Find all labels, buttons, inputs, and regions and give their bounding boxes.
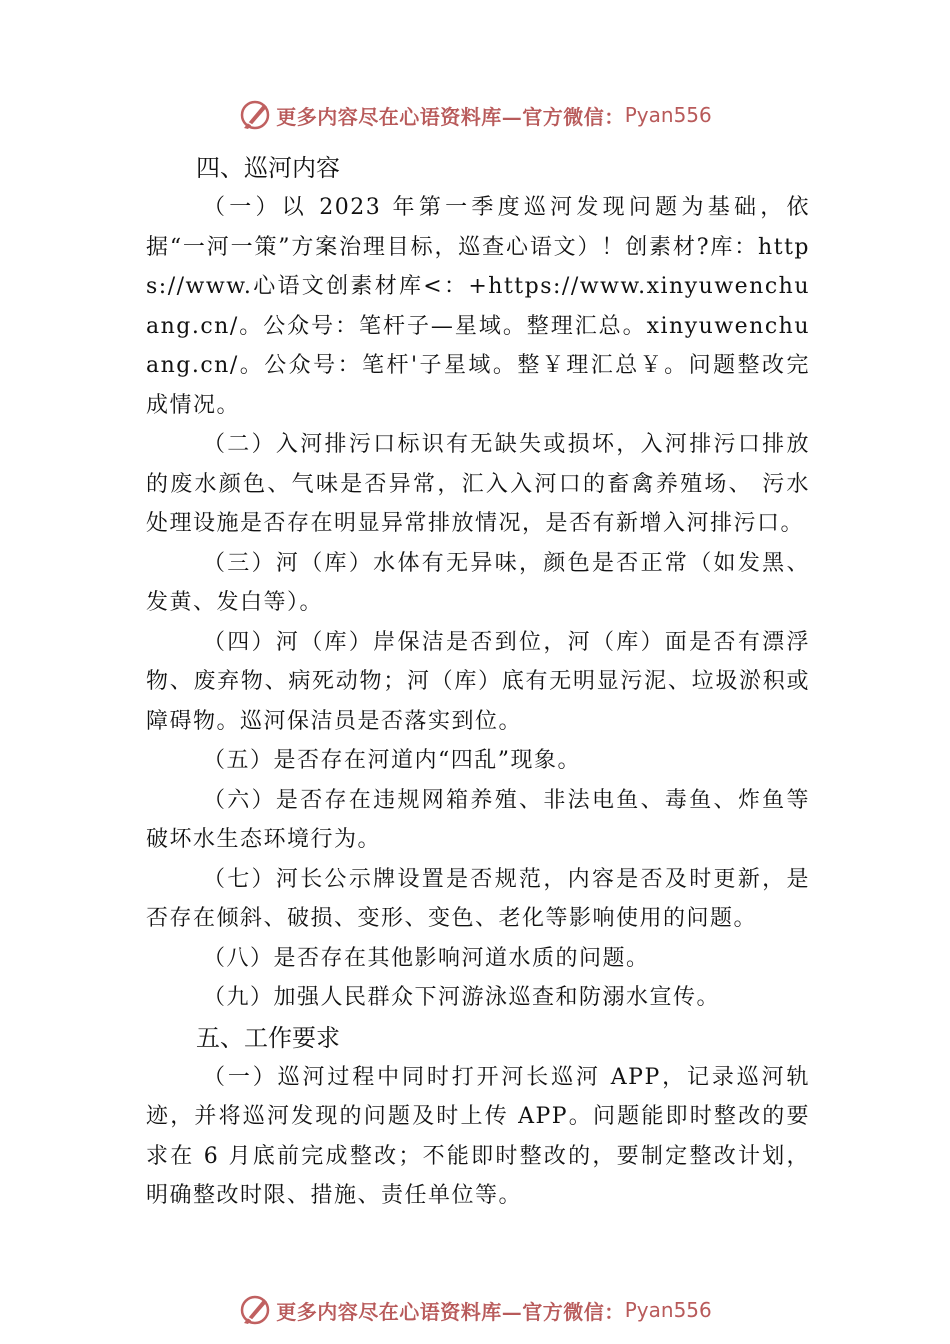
paragraph: （一）巡河过程中同时打开河长巡河 APP，记录巡河轨迹，并将巡河发现的问题及时上传 APP。问题能即时整改的要求在 6 月底前完成整改；不能即时整改的，要制定整改计划，明确整改时限、措施、责任单位等。	[146, 1064, 810, 1208]
paragraph: （四）河（库）岸保洁是否到位，河（库）面是否有漂浮物、废弃物、病死动物；河（库）底有无明显污泥、垃圾淤积或障碍物。巡河保洁员是否落实到位。	[146, 629, 810, 734]
paragraph: （五）是否存在河道内“四乱”现象。	[203, 748, 581, 773]
document-body	[146, 148, 810, 1216]
quill-logo-icon	[238, 1293, 272, 1327]
section-heading: 四、巡河内容	[196, 154, 340, 182]
paragraph: （三）河（库）水体有无异味，颜色是否正常（如发黑、发黄、发白等）。	[146, 550, 810, 615]
banner-wechat-id: Pyan556	[624, 1298, 712, 1322]
banner-text: 更多内容尽在心语资料库—官方微信：	[276, 104, 625, 129]
section-patrol-content	[146, 148, 810, 1018]
paragraph: （八）是否存在其他影响河道水质的问题。	[203, 945, 650, 971]
paragraph: （二）入河排污口标识有无缺失或损坏，入河排污口排放的废水颜色、气味是否异常，汇入入河口的畜禽养殖场、 污水处理设施是否存在明显异常排放情况，是否有新增入河排污口。	[146, 432, 810, 536]
paragraph: （九）加强人民群众下河游泳巡查和防溺水宣传。	[203, 985, 721, 1010]
paragraph: （七）河长公示牌设置是否规范，内容是否及时更新，是否存在倾斜、破损、变形、变色、老化等影响使用的问题。	[146, 866, 810, 931]
footer-watermark-banner	[0, 1290, 950, 1330]
banner-wechat-id: Pyan556	[624, 103, 712, 127]
section-work-requirements	[146, 1018, 810, 1216]
quill-logo-icon	[238, 98, 272, 132]
banner-text: 更多内容尽在心语资料库—官方微信：	[276, 1299, 625, 1324]
paragraph: （六）是否存在违规网箱养殖、非法电鱼、毒鱼、炸鱼等破坏水生态环境行为。	[146, 787, 810, 852]
paragraph: （一）以 2023 年第一季度巡河发现问题为基础，依据“一河一策”方案治理目标，巡查心语文）！创素材?库：https://www.心语文创素材库<：+https://www.xinyuwenchuang.cn/。公众号：笔杆子—星域。整理汇总。xinyuwenchuang.cn/。公众号：笔杆'子星域。整￥理汇总￥。问题整改完成情况。	[146, 195, 810, 418]
header-watermark-banner	[0, 95, 950, 135]
section-heading: 五、工作要求	[196, 1023, 340, 1052]
